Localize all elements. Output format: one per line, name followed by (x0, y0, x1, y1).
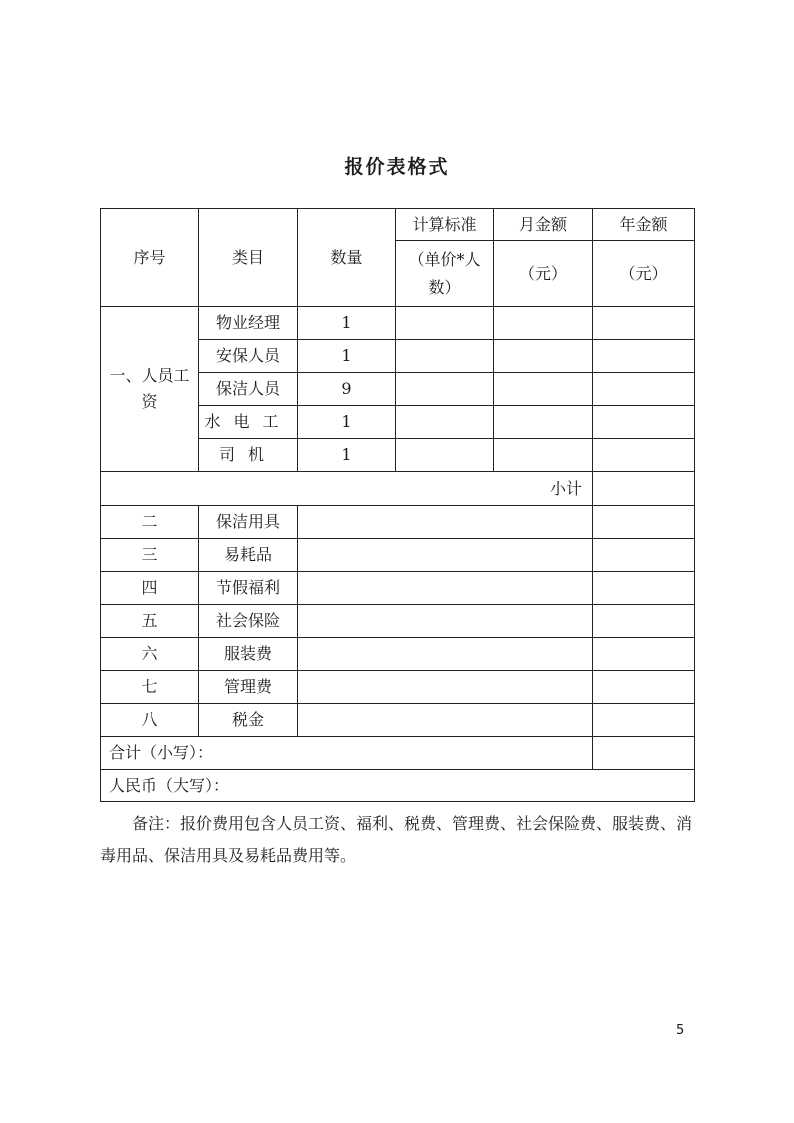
header-category: 类目 (199, 209, 298, 307)
personnel-name: 保洁人员 (199, 373, 298, 406)
item-detail-cell (298, 704, 593, 737)
item-detail-cell (298, 506, 593, 539)
header-calc-line3: 数） (428, 277, 461, 297)
total-lower-label: 合计（小写）： (101, 737, 593, 770)
item-name: 易耗品 (199, 539, 298, 572)
annual-cell (593, 539, 695, 572)
item-detail-cell (298, 539, 593, 572)
annual-cell (593, 506, 695, 539)
item-name: 税金 (199, 704, 298, 737)
total-upper-row (101, 770, 695, 802)
personnel-group-label: 一、人员工资 (101, 307, 199, 472)
subtotal-label: 小计 (101, 472, 593, 506)
table-row (101, 638, 695, 671)
header-seq: 序号 (101, 209, 199, 307)
total-upper-label: 人民币（大写）： (101, 770, 695, 802)
item-detail-cell (298, 671, 593, 704)
annual-cell (593, 439, 695, 472)
table-row (101, 572, 695, 605)
item-seq: 八 (101, 704, 199, 737)
table-row (101, 704, 695, 737)
personnel-name: 司机 (199, 439, 298, 472)
personnel-name: 物业经理 (199, 307, 298, 340)
item-seq: 五 (101, 605, 199, 638)
annual-cell (593, 572, 695, 605)
page-title: 报价表格式 (344, 156, 450, 178)
item-seq: 三 (101, 539, 199, 572)
item-detail-cell (298, 572, 593, 605)
header-calc-formula (396, 241, 494, 307)
annual-cell (593, 605, 695, 638)
item-name: 管理费 (199, 671, 298, 704)
remarks-note: 备注：报价费用包含人员工资、福利、税费、管理费、社会保险费、服装费、消毒用品、保洁用具及易耗品费用等。 (100, 814, 693, 865)
monthly-cell (494, 307, 593, 340)
total-lower-row (101, 737, 695, 770)
header-calc-line2: （单价*人 (408, 249, 481, 269)
monthly-cell (494, 340, 593, 373)
table-row (101, 307, 695, 340)
item-seq: 六 (101, 638, 199, 671)
subtotal-value-cell (593, 472, 695, 506)
calc-cell (396, 439, 494, 472)
annual-cell (593, 406, 695, 439)
header-quantity: 数量 (298, 209, 396, 307)
annual-cell (593, 307, 695, 340)
annual-cell (593, 373, 695, 406)
item-name: 节假福利 (199, 572, 298, 605)
header-annual-unit: （元） (593, 241, 695, 307)
item-name: 保洁用具 (199, 506, 298, 539)
item-seq: 四 (101, 572, 199, 605)
personnel-qty: 1 (298, 340, 396, 373)
table-row (101, 671, 695, 704)
calc-cell (396, 406, 494, 439)
page-number: 5 (676, 1023, 685, 1038)
personnel-name: 安保人员 (199, 340, 298, 373)
header-monthly: 月金额 (494, 209, 593, 241)
calc-cell (396, 373, 494, 406)
table-row (101, 539, 695, 572)
item-name: 服装费 (199, 638, 298, 671)
personnel-qty: 1 (298, 406, 396, 439)
item-seq: 七 (101, 671, 199, 704)
item-seq: 二 (101, 506, 199, 539)
personnel-name: 水电工 (199, 406, 298, 439)
header-row (101, 209, 695, 241)
annual-cell (593, 704, 695, 737)
table-row (101, 605, 695, 638)
calc-cell (396, 340, 494, 373)
table-row (101, 506, 695, 539)
monthly-cell (494, 373, 593, 406)
personnel-qty: 1 (298, 307, 396, 340)
total-lower-value-cell (593, 737, 695, 770)
annual-cell (593, 340, 695, 373)
calc-cell (396, 307, 494, 340)
annual-cell (593, 671, 695, 704)
monthly-cell (494, 406, 593, 439)
item-detail-cell (298, 638, 593, 671)
monthly-cell (494, 439, 593, 472)
item-name: 社会保险 (199, 605, 298, 638)
personnel-qty: 1 (298, 439, 396, 472)
header-annual: 年金额 (593, 209, 695, 241)
header-calc-standard: 计算标准 (396, 209, 494, 241)
header-monthly-unit: （元） (494, 241, 593, 307)
item-detail-cell (298, 605, 593, 638)
personnel-qty: 9 (298, 373, 396, 406)
subtotal-row (101, 472, 695, 506)
annual-cell (593, 638, 695, 671)
quotation-table (100, 208, 695, 802)
